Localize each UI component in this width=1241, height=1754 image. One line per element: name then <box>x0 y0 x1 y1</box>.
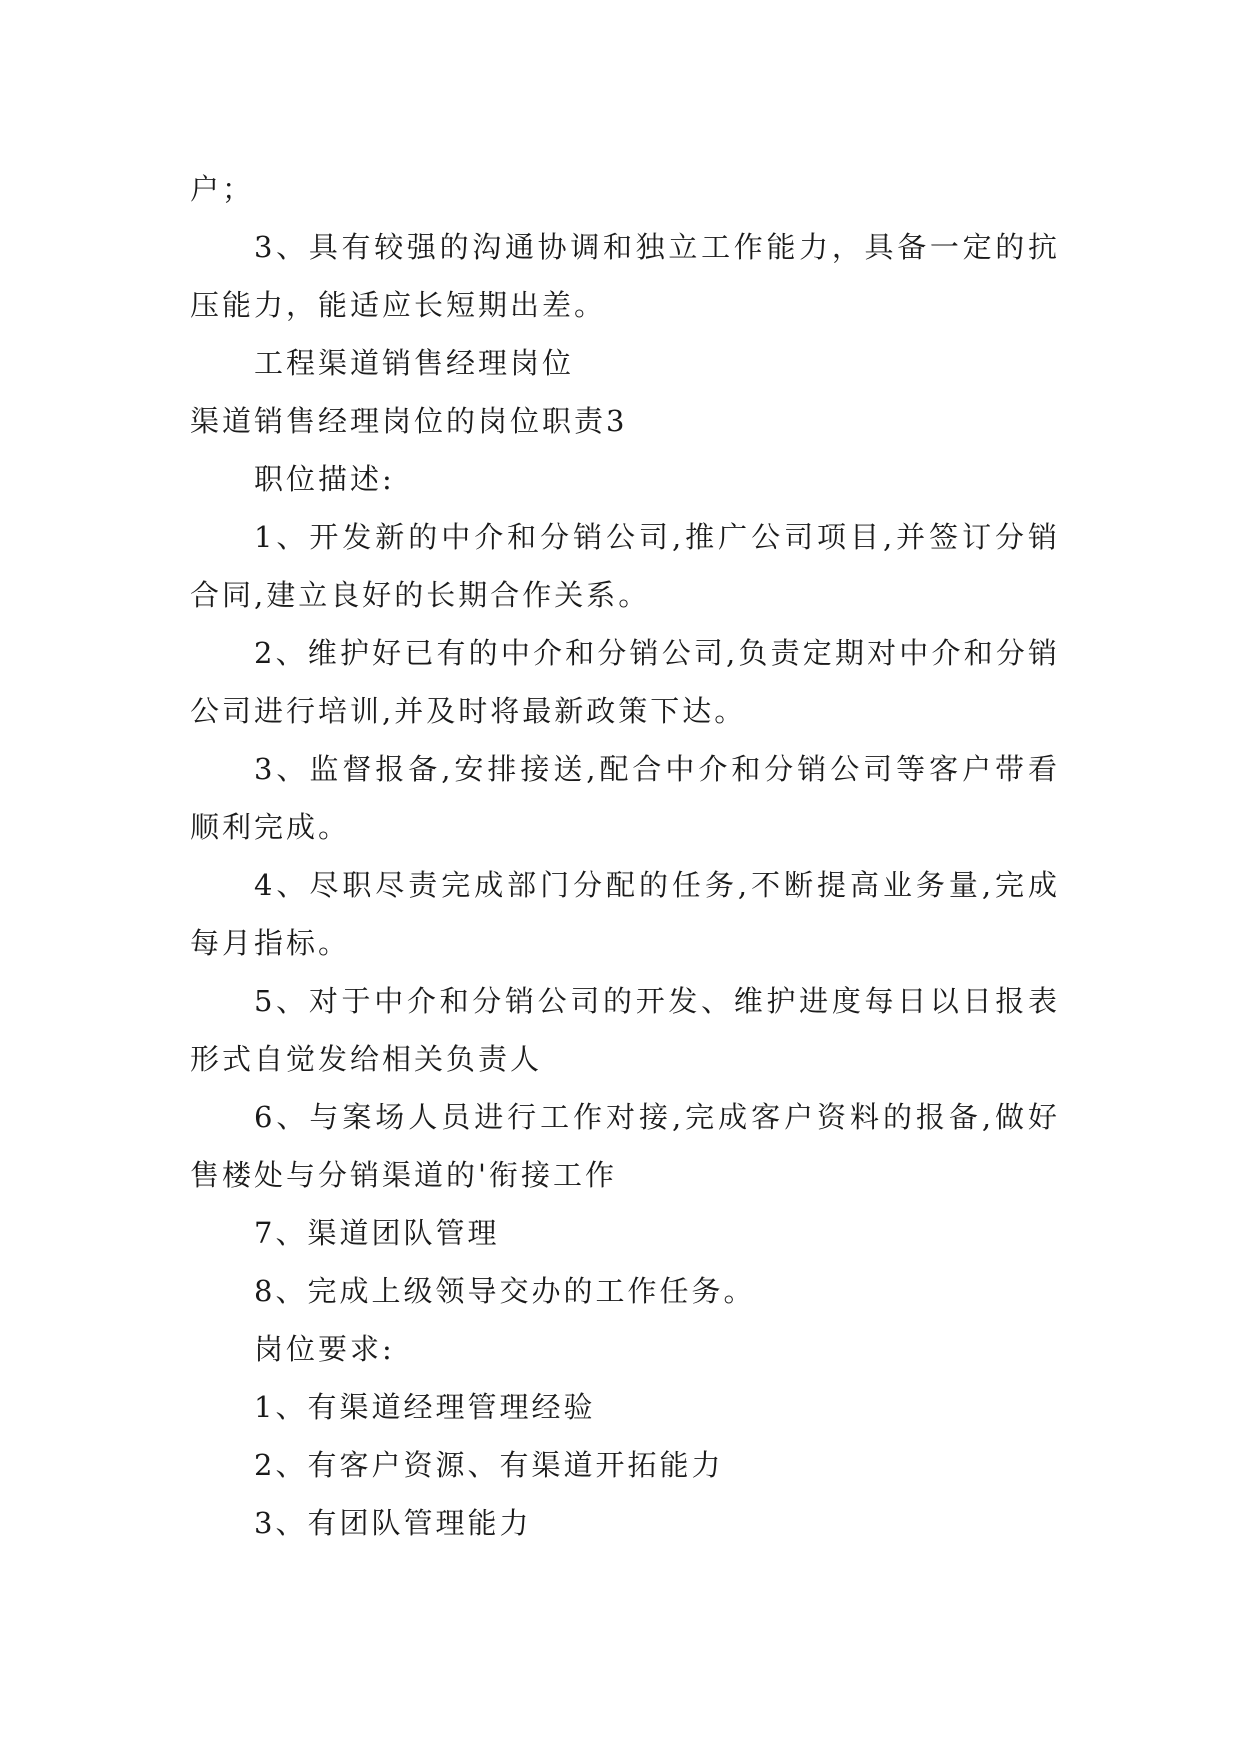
duty-item-5: 5、对于中介和分销公司的开发、维护进度每日以日报表形式自觉发给相关负责人 <box>190 984 1060 1076</box>
duty-item-1: 1、开发新的中介和分销公司,推广公司项目,并签订分销合同,建立良好的长期合作关系。 <box>190 520 1060 612</box>
section-heading-engineering-position: 工程渠道销售经理岗位 <box>254 346 575 380</box>
duty-item-2: 2、维护好已有的中介和分销公司,负责定期对中介和分销公司进行培训,并及时将最新政策下达。 <box>190 636 1060 728</box>
duty-item-7: 7、渠道团队管理 <box>254 1216 500 1250</box>
requirement-item-3: 3、有团队管理能力 <box>254 1506 532 1540</box>
duty-item-3: 3、监督报备,安排接送,配合中介和分销公司等客户带看顺利完成。 <box>190 752 1060 844</box>
document-body <box>190 160 1060 1552</box>
duty-item-4: 4、尽职尽责完成部门分配的任务,不断提高业务量,完成每月指标。 <box>190 868 1060 960</box>
paragraph-requirement-3: 3、具有较强的沟通协调和独立工作能力，具备一定的抗压能力，能适应长短期出差。 <box>190 230 1060 322</box>
job-requirements-heading: 岗位要求: <box>254 1332 395 1366</box>
duty-item-6: 6、与案场人员进行工作对接,完成客户资料的报备,做好售楼处与分销渠道的'衔接工作 <box>190 1100 1060 1192</box>
job-description-heading: 职位描述: <box>254 462 395 496</box>
section-title-duties-3: 渠道销售经理岗位的岗位职责3 <box>190 404 628 438</box>
requirement-item-1: 1、有渠道经理管理经验 <box>254 1390 596 1424</box>
paragraph-continuation: 户； <box>190 172 255 206</box>
duty-item-8: 8、完成上级领导交办的工作任务。 <box>254 1274 756 1308</box>
requirement-item-2: 2、有客户资源、有渠道开拓能力 <box>254 1448 724 1482</box>
